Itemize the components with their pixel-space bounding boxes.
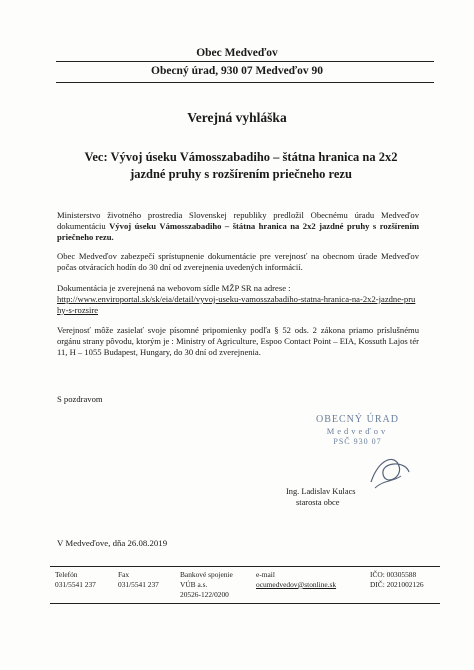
email-address[interactable]: ocumedvedov@stonline.sk <box>256 579 337 589</box>
footer-rule-bottom <box>50 603 440 604</box>
fax-label: Fax <box>118 570 130 579</box>
footer-ids <box>370 570 424 590</box>
municipality-name: Obec Medveďov <box>196 47 278 59</box>
stamp-line-2: Medveďov <box>326 426 389 436</box>
ico-value: IČO: 00305588 <box>370 570 417 579</box>
header-rule-bottom <box>56 82 434 83</box>
paragraph-submission-text: Ministerstvo životného prostredia Slovenskej republiky predložil Obecnému úradu Medveďov dokumentáciu <box>57 210 419 231</box>
footer-rule-top <box>50 566 440 567</box>
subject <box>55 149 427 183</box>
subject-line-2: jazdné pruhy s rozšírením priečneho rezu <box>130 167 352 181</box>
footer-bank <box>180 570 233 599</box>
paragraph-publication <box>57 283 419 315</box>
subject-line-1: Vec: Vývoj úseku Vámosszabadiho – štátna hranica na 2x2 <box>84 150 398 164</box>
paragraph-availability: Obec Medveďov zabezpečí sprístupnenie dokumentácie pre verejnosť na obecnom úrade Medveďov počas otváracích hodín do 30 dní od zverejnenia uvedených informácií. <box>57 251 419 272</box>
email-label: e-mail <box>256 570 275 579</box>
bank-account: 20526-122/0200 <box>180 589 229 599</box>
phone-label: Telefón <box>55 570 78 579</box>
place-and-date: V Medveďove, dňa 26.08.2019 <box>57 538 168 548</box>
footer-email <box>256 570 336 590</box>
office-address: Obecný úrad, 930 07 Medveďov 90 <box>151 65 323 77</box>
bank-label: Bankové spojenie <box>180 570 233 579</box>
stamp-line-3: PSČ 930 07 <box>333 437 382 446</box>
signatory-role: starosta obce <box>296 498 340 507</box>
header-rule-top <box>56 61 434 62</box>
phone-value: 031/5541 237 <box>55 579 96 589</box>
office-stamp <box>300 414 415 446</box>
fax-value: 031/5541 237 <box>118 579 159 589</box>
bank-name: VÚB a.s. <box>180 579 208 589</box>
paragraph-submission <box>57 210 419 242</box>
paragraph-comments: Verejnosť môže zasielať svoje písomné pripomienky podľa § 52 ods. 2 zákona priamo príslušnému orgánu strany pôvodu, ktorým je : Ministry of Agriculture, Espoo Contact Point – EIA, Kossuth Lajos tér 11, H – 1055 Budapest, Hungary, do 30 dní od zverejnenia. <box>57 325 419 357</box>
document-title: Verejná vyhláška <box>187 110 287 125</box>
paragraph-publication-text: Dokumentácia je zverejnená na webovom sídle MŽP SR na adrese : <box>57 283 291 293</box>
greeting: S pozdravom <box>57 394 103 404</box>
footer-phone <box>55 570 96 590</box>
footer-fax <box>118 570 159 590</box>
stamp-line-1: OBECNÝ ÚRAD <box>316 414 399 425</box>
enviroportal-link[interactable]: http://www.enviroportal.sk/sk/eia/detail/vyvoj-useku-vamosszabadiho-statna-hranica-na-2x2-jazdne-pruhy-s-rozsire <box>57 293 416 315</box>
signatory-name: Ing. Ladislav Kulacs <box>286 487 356 496</box>
paragraph-submission-project: Vývoj úseku Vámosszabadiho – štátna hranica na 2x2 jazdné pruhy s rozšírením priečneho rezu. <box>57 220 419 242</box>
signature-scribble <box>365 452 413 492</box>
dic-value: DIČ: 2021002126 <box>370 579 424 589</box>
